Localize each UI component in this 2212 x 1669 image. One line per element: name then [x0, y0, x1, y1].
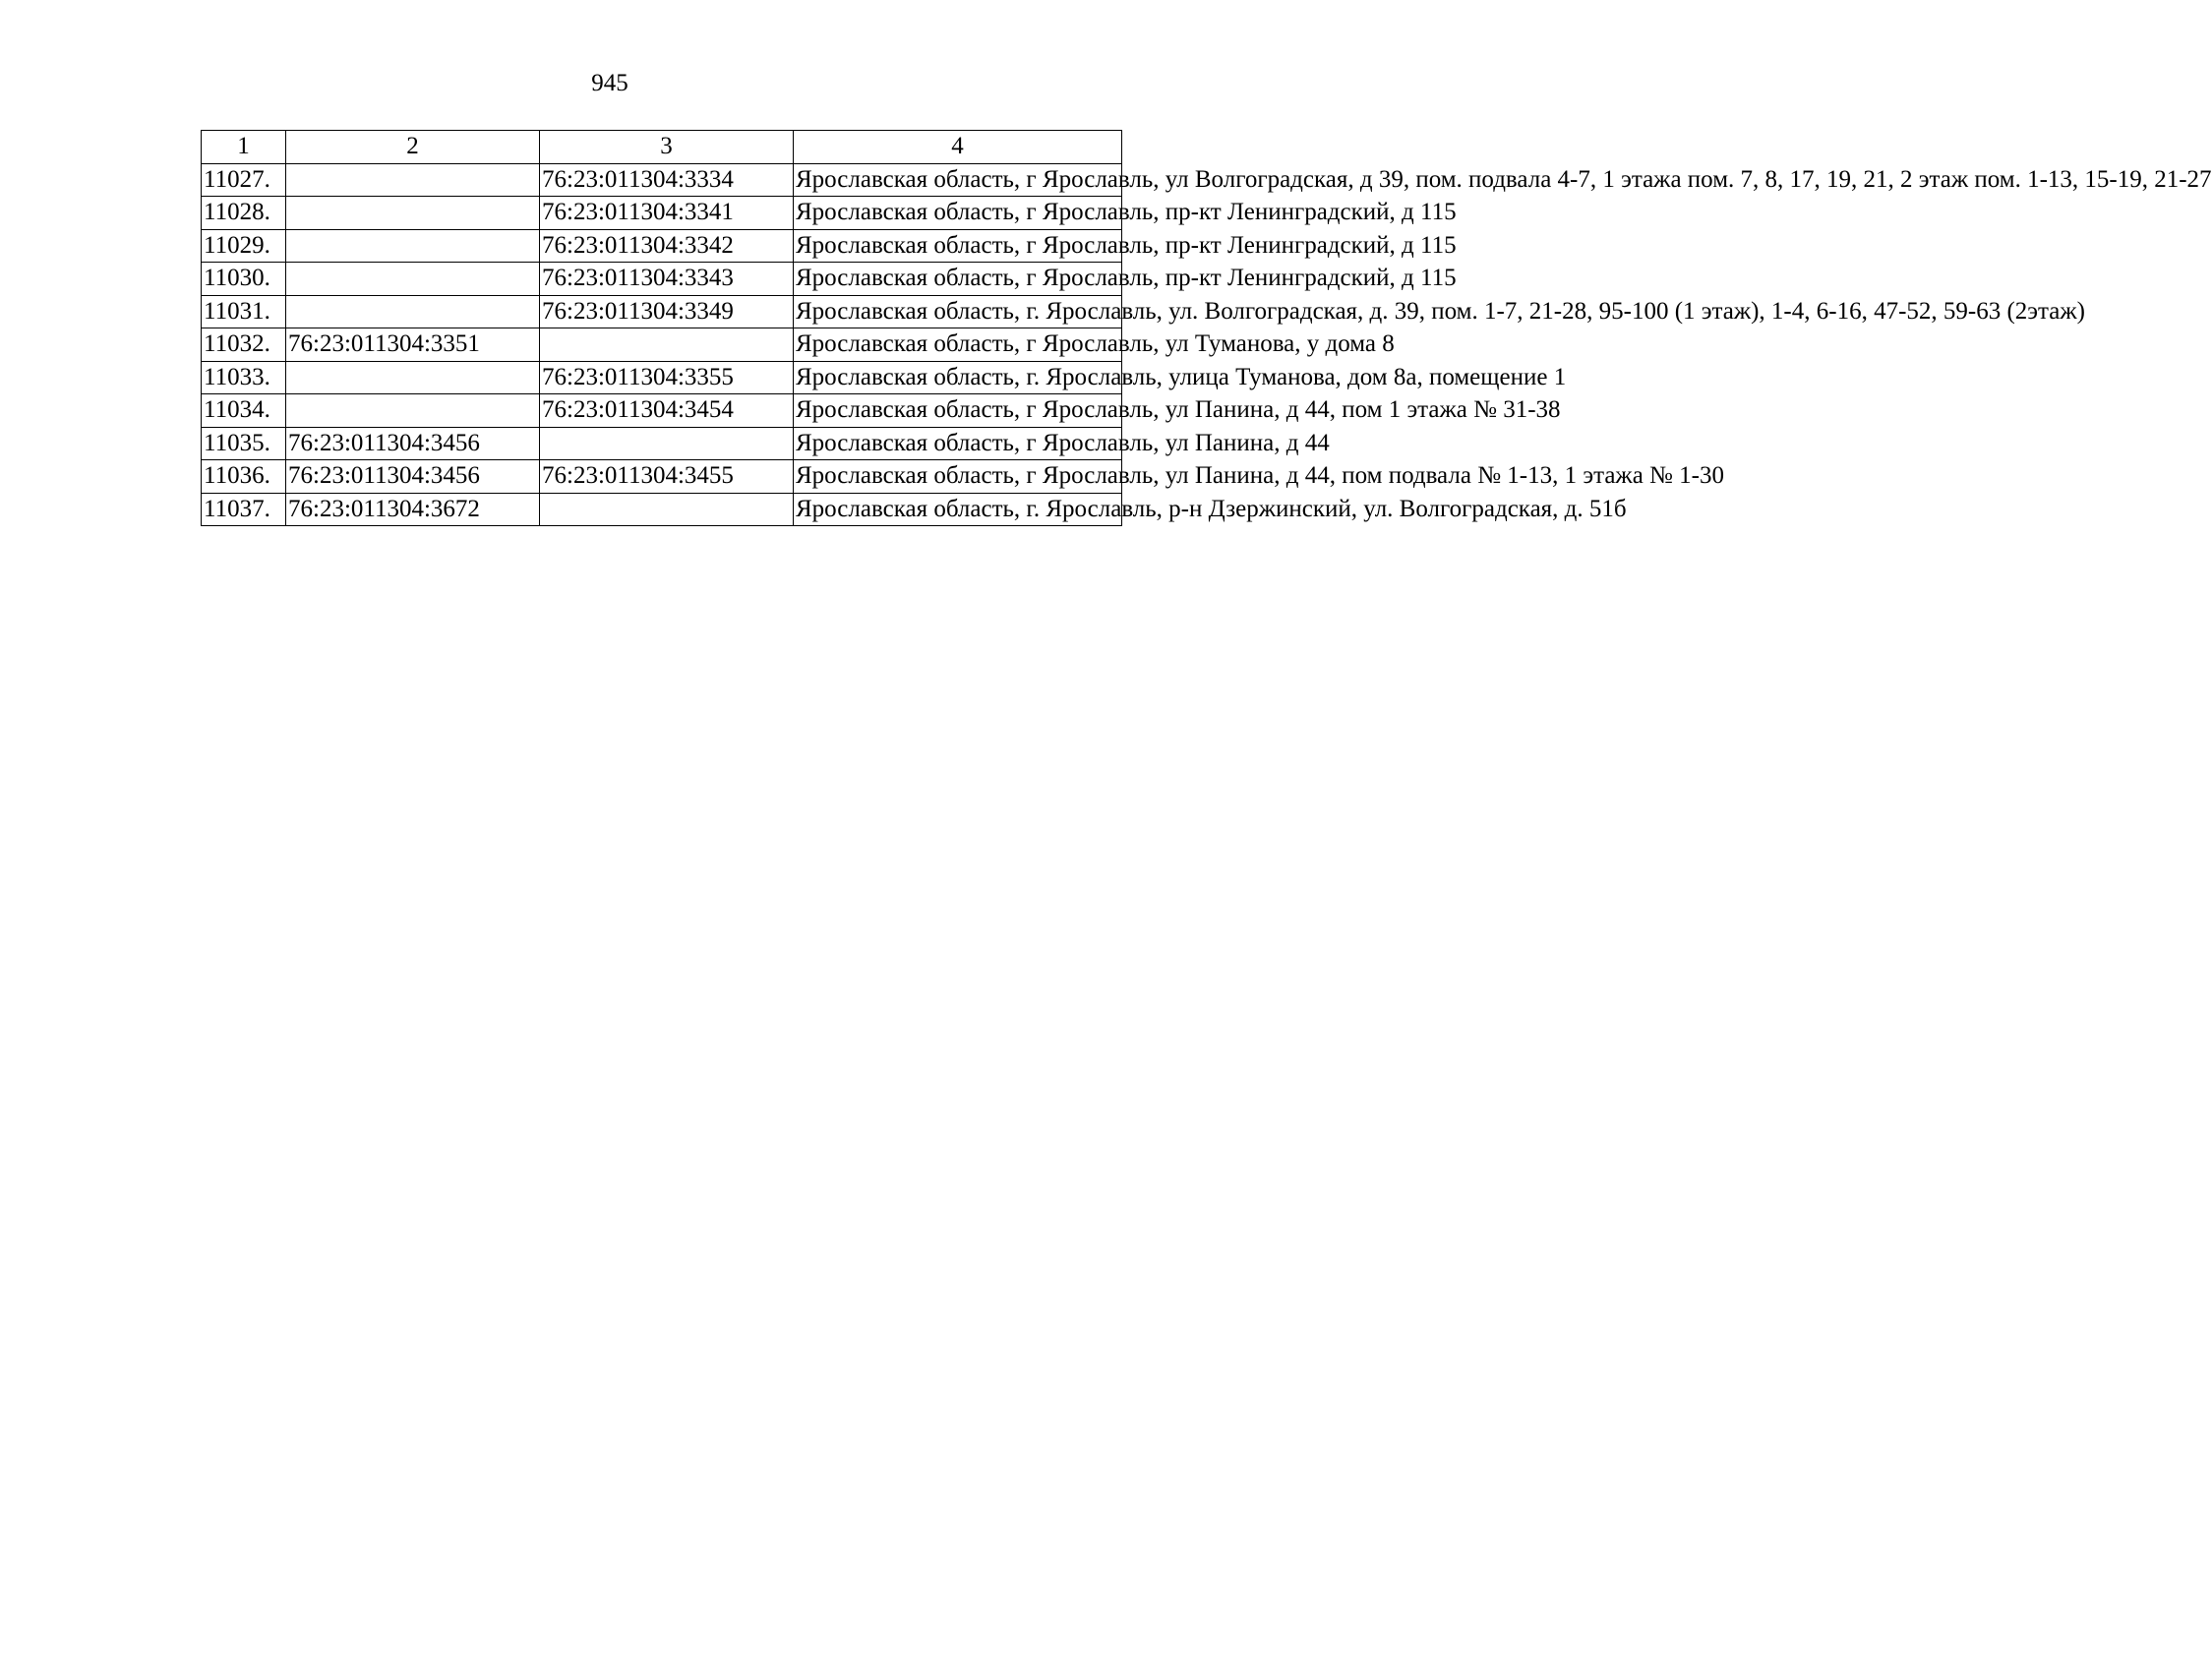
- address-cell: Ярославская область, г. Ярославль, р-н Дзержинский, ул. Волгоградская, д. 51б: [794, 493, 1122, 526]
- cadastral-number-col2: [286, 263, 540, 296]
- row-number: 11035.: [202, 427, 286, 460]
- table-row: [202, 394, 1122, 428]
- cadastral-number-col3: 76:23:011304:3455: [540, 460, 794, 494]
- address-cell: Ярославская область, г Ярославль, ул Панина, д 44, пом 1 этажа № 31-38: [794, 394, 1122, 428]
- cadastral-number-col3: [540, 328, 794, 362]
- address-cell: Ярославская область, г Ярославль, пр-кт Ленинградский, д 115: [794, 197, 1122, 230]
- cadastral-number-col3: [540, 427, 794, 460]
- table-row: [202, 493, 1122, 526]
- cadastral-number-col2: [286, 394, 540, 428]
- cadastral-number-col3: 76:23:011304:3343: [540, 263, 794, 296]
- table-row: [202, 263, 1122, 296]
- cadastral-number-col3: 76:23:011304:3349: [540, 295, 794, 328]
- cadastral-number-col3: 76:23:011304:3334: [540, 163, 794, 197]
- table-row: [202, 460, 1122, 494]
- address-cell: Ярославская область, г Ярославль, ул Туманова, у дома 8: [794, 328, 1122, 362]
- row-number: 11031.: [202, 295, 286, 328]
- page-number: 945: [591, 70, 628, 96]
- table-row: [202, 427, 1122, 460]
- address-cell: Ярославская область, г Ярославль, ул Волгоградская, д 39, пом. подвала 4-7, 1 этажа пом. 7, 8, 17, 19, 21, 2 этаж пом. 1-13, 15-19, 21-27: [794, 163, 1122, 197]
- cadastral-number-col3: 76:23:011304:3342: [540, 229, 794, 263]
- cadastral-number-col2: 76:23:011304:3351: [286, 328, 540, 362]
- table-row: [202, 163, 1122, 197]
- address-cell: Ярославская область, г Ярославль, пр-кт Ленинградский, д 115: [794, 263, 1122, 296]
- address-cell: Ярославская область, г. Ярославль, ул. Волгоградская, д. 39, пом. 1-7, 21-28, 95-100 (1 этаж), 1-4, 6-16, 47-52, 59-63 (2этаж): [794, 295, 1122, 328]
- cadastral-number-col2: [286, 295, 540, 328]
- address-cell: Ярославская область, г Ярославль, ул Панина, д 44: [794, 427, 1122, 460]
- column-header-2: 2: [286, 131, 540, 164]
- address-cell: Ярославская область, г. Ярославль, улица Туманова, дом 8а, помещение 1: [794, 361, 1122, 394]
- registry-table: [201, 130, 2212, 526]
- cadastral-number-col3: 76:23:011304:3341: [540, 197, 794, 230]
- cadastral-number-col2: [286, 163, 540, 197]
- column-header-3: 3: [540, 131, 794, 164]
- column-header-4: 4: [794, 131, 1122, 164]
- row-number: 11030.: [202, 263, 286, 296]
- table-row: [202, 197, 1122, 230]
- table-row: [202, 361, 1122, 394]
- cadastral-number-col2: 76:23:011304:3456: [286, 427, 540, 460]
- row-number: 11032.: [202, 328, 286, 362]
- column-header-1: 1: [202, 131, 286, 164]
- address-cell: Ярославская область, г Ярославль, ул Панина, д 44, пом подвала № 1-13, 1 этажа № 1-30: [794, 460, 1122, 494]
- table-row: [202, 328, 1122, 362]
- cadastral-number-col2: 76:23:011304:3672: [286, 493, 540, 526]
- table-row: [202, 229, 1122, 263]
- row-number: 11036.: [202, 460, 286, 494]
- address-cell: Ярославская область, г Ярославль, пр-кт Ленинградский, д 115: [794, 229, 1122, 263]
- table-row: [202, 295, 1122, 328]
- row-number: 11028.: [202, 197, 286, 230]
- row-number: 11034.: [202, 394, 286, 428]
- cadastral-number-col3: 76:23:011304:3355: [540, 361, 794, 394]
- cadastral-number-col2: [286, 229, 540, 263]
- cadastral-number-col2: [286, 197, 540, 230]
- row-number: 11037.: [202, 493, 286, 526]
- row-number: 11027.: [202, 163, 286, 197]
- cadastral-number-col3: [540, 493, 794, 526]
- row-number: 11033.: [202, 361, 286, 394]
- row-number: 11029.: [202, 229, 286, 263]
- cadastral-number-col2: 76:23:011304:3456: [286, 460, 540, 494]
- table-header-row: [202, 131, 1122, 164]
- cadastral-number-col3: 76:23:011304:3454: [540, 394, 794, 428]
- cadastral-number-col2: [286, 361, 540, 394]
